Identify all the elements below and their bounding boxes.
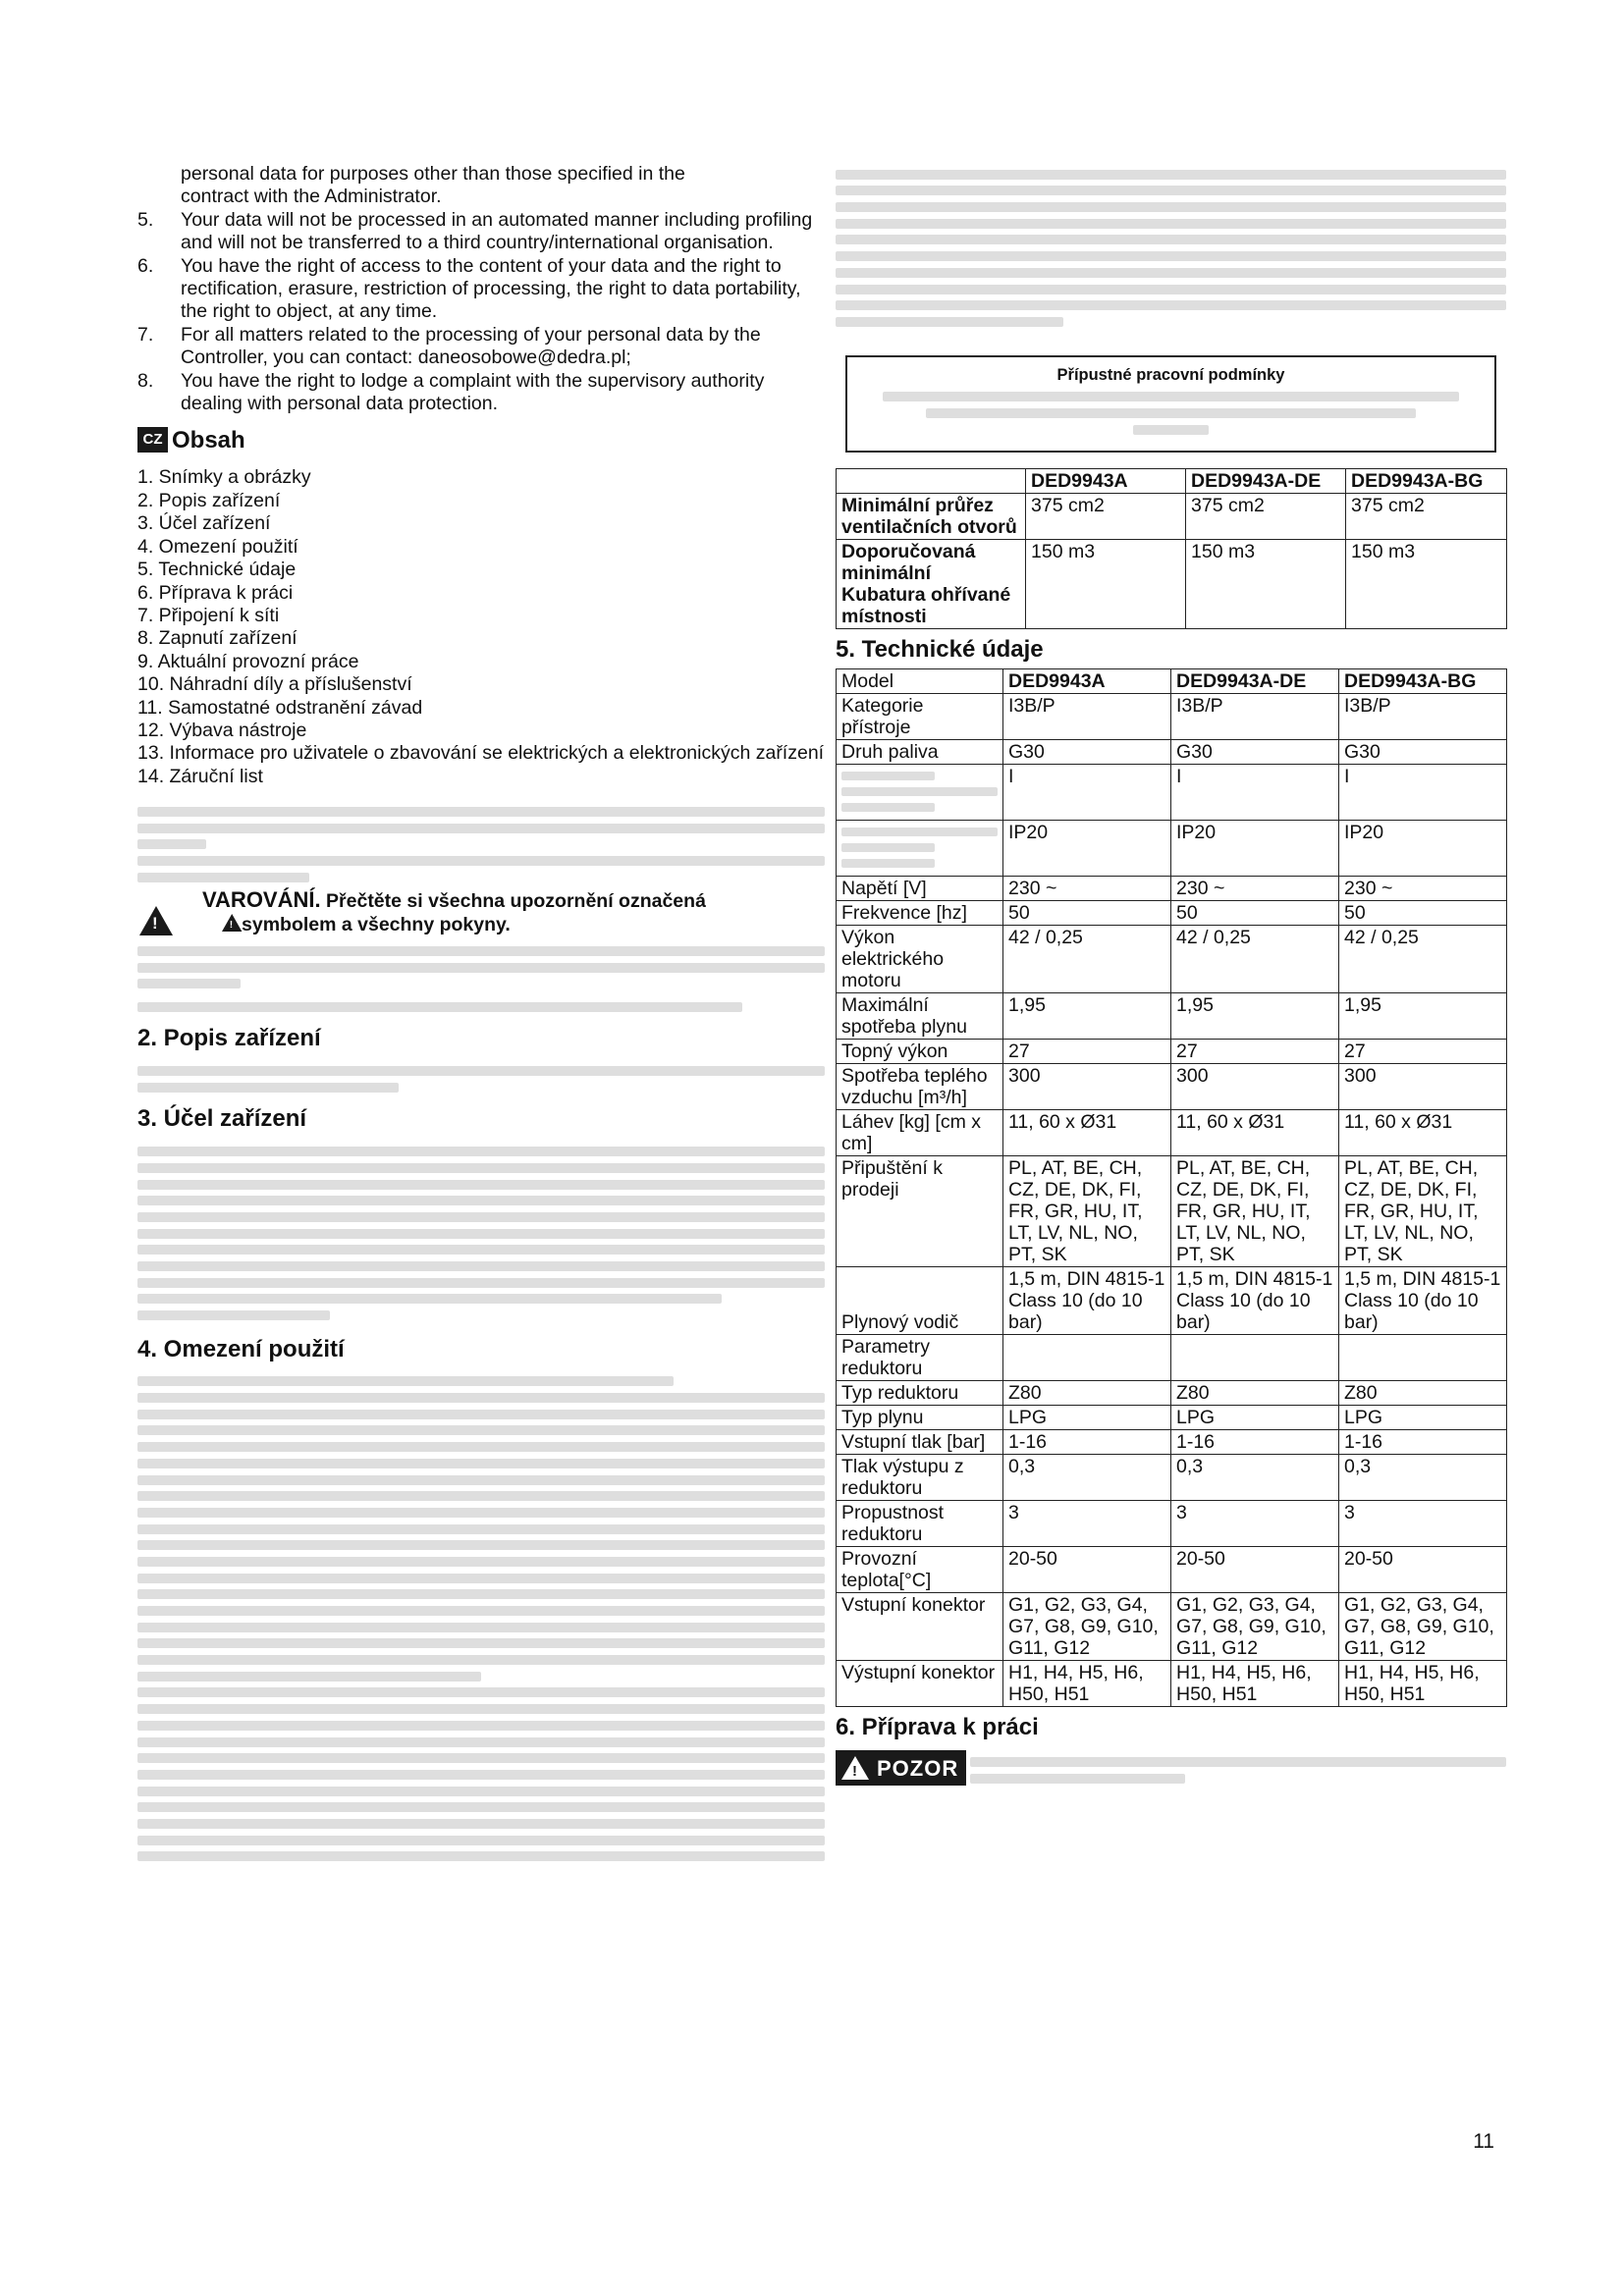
warning-symbol-icon — [222, 914, 242, 932]
table-row — [837, 926, 1507, 993]
table-cell: 42 / 0,25 — [1171, 926, 1339, 993]
table-cell: 20-50 — [1171, 1547, 1339, 1593]
toc-item: 5. Technické údaje — [137, 559, 297, 581]
table-header: DED9943A — [1003, 669, 1171, 694]
privacy-line: personal data for purposes other than those specified in the — [181, 163, 685, 185]
table-header-row — [837, 469, 1507, 494]
table-cell: I3B/P — [1339, 694, 1507, 740]
table-cell: LPG — [1339, 1406, 1507, 1430]
section-4-title: 4. Omezení použití — [137, 1335, 345, 1362]
privacy-continuation — [137, 163, 825, 209]
table-cell: G30 — [1003, 740, 1171, 765]
table-cell: Výstupní konektor — [837, 1661, 1003, 1707]
left-column — [137, 163, 825, 1868]
table-cell: 1,95 — [1003, 993, 1171, 1040]
table-cell: Z80 — [1339, 1381, 1507, 1406]
table-row — [837, 1040, 1507, 1064]
table-cell: G1, G2, G3, G4, G7, G8, G9, G10, G11, G12 — [1339, 1593, 1507, 1661]
table-header: DED9943A-DE — [1186, 469, 1346, 494]
section-6-title: 6. Příprava k práci — [836, 1714, 1039, 1741]
declaration-paragraph — [137, 800, 825, 888]
ventilation-table — [836, 468, 1507, 629]
table-cell: 300 — [1339, 1064, 1507, 1110]
section-4-continuation — [836, 163, 1506, 334]
table-cell: I — [1171, 765, 1339, 821]
table-cell: 3 — [1339, 1501, 1507, 1547]
table-cell: H1, H4, H5, H6, H50, H51 — [1171, 1661, 1339, 1707]
table-cell: Spotřeba teplého vzduchu [m³/h] — [837, 1064, 1003, 1110]
table-cell: Připuštění k prodeji — [837, 1156, 1003, 1267]
section-3-title: 3. Účel zařízení — [137, 1105, 307, 1133]
table-header: Model — [837, 669, 1003, 694]
table-cell: 375 cm2 — [1186, 494, 1346, 540]
toc-item: 8. Zapnutí zařízení — [137, 627, 298, 650]
table-cell: Napětí [V] — [837, 877, 1003, 901]
table-cell: I3B/P — [1171, 694, 1339, 740]
table-row — [837, 1064, 1507, 1110]
section-4-body — [137, 1370, 825, 1868]
table-cell: Propustnost reduktoru — [837, 1501, 1003, 1547]
toc-item: 12. Výbava nástroje — [137, 719, 307, 741]
table-cell: 375 cm2 — [1026, 494, 1186, 540]
toc-item: 4. Omezení použití — [137, 535, 298, 558]
table-cell: 300 — [1003, 1064, 1171, 1110]
table-row — [837, 1501, 1507, 1547]
table-cell: 50 — [1339, 901, 1507, 926]
keep-instructions-note — [137, 995, 825, 1018]
table-cell: Z80 — [1171, 1381, 1339, 1406]
table-row — [837, 1381, 1507, 1406]
table-cell: Plynový vodič — [837, 1267, 1003, 1335]
table-cell: 42 / 0,25 — [1339, 926, 1507, 993]
table-cell: Vstupní konektor — [837, 1593, 1003, 1661]
table-cell: 1-16 — [1003, 1430, 1171, 1455]
toc-item: 9. Aktuální provozní práce — [137, 650, 359, 672]
table-cell: 230 ~ — [1003, 877, 1171, 901]
table-row — [837, 1156, 1507, 1267]
table-cell: LPG — [1171, 1406, 1339, 1430]
table-row — [837, 694, 1507, 740]
table-cell: G30 — [1171, 740, 1339, 765]
toc-item: 10. Náhradní díly a příslušenství — [137, 673, 412, 696]
table-cell: 1,95 — [1171, 993, 1339, 1040]
table-cell: PL, AT, BE, CH, CZ, DE, DK, FI, FR, GR, HU, IT, LT, LV, NL, NO, PT, SK — [1003, 1156, 1171, 1267]
table-cell: Druh paliva — [837, 740, 1003, 765]
table-cell: 42 / 0,25 — [1003, 926, 1171, 993]
table-cell: 3 — [1171, 1501, 1339, 1547]
table-cell: G30 — [1339, 740, 1507, 765]
section-5-title: 5. Technické údaje — [836, 636, 1044, 664]
table-cell: I — [1339, 765, 1507, 821]
toc-item: 14. Záruční list — [137, 765, 263, 787]
table-cell: Provozní teplota[°C] — [837, 1547, 1003, 1593]
section-3-body — [137, 1140, 825, 1326]
table-cell: Frekvence [hz] — [837, 901, 1003, 926]
notice-body — [857, 386, 1485, 442]
table-cell: Vstupní tlak [bar] — [837, 1430, 1003, 1455]
table-cell: G1, G2, G3, G4, G7, G8, G9, G10, G11, G12 — [1171, 1593, 1339, 1661]
table-cell: IP20 — [1171, 821, 1339, 877]
table-cell: 300 — [1171, 1064, 1339, 1110]
list-item: 7. For all matters related to the processing of your personal data by the Controller, you can contact: daneosobowe@dedra.pl; — [137, 323, 761, 369]
notice-title: Přípustné pracovní podmínky — [1056, 365, 1285, 384]
table-cell: 0,3 — [1339, 1455, 1507, 1501]
table-cell: IP20 — [1003, 821, 1171, 877]
table-cell: 50 — [1003, 901, 1171, 926]
table-cell: 150 m3 — [1346, 540, 1507, 629]
table-cell: Výkon elektrického motoru — [837, 926, 1003, 993]
table-cell: 1-16 — [1339, 1430, 1507, 1455]
table-cell: Tlak výstupu z reduktoru — [837, 1455, 1003, 1501]
toc-item: 2. Popis zařízení — [137, 489, 281, 511]
table-row — [837, 540, 1507, 629]
technical-data-table — [836, 668, 1507, 1707]
working-conditions-box — [845, 355, 1496, 454]
obsah-heading — [137, 427, 825, 453]
table-cell: 150 m3 — [1026, 540, 1186, 629]
table-cell: 1,5 m, DIN 4815-1 Class 10 (do 10 bar) — [1003, 1267, 1171, 1335]
table-cell: 11, 60 x Ø31 — [1171, 1110, 1339, 1156]
toc-item: 6. Příprava k práci — [137, 581, 294, 604]
table-cell: I3B/P — [1003, 694, 1171, 740]
table-cell: 50 — [1171, 901, 1339, 926]
page-number: 11 — [1473, 2130, 1494, 2153]
table-cell: H1, H4, H5, H6, H50, H51 — [1339, 1661, 1507, 1707]
table-row — [837, 1267, 1507, 1335]
table-cell: IP20 — [1339, 821, 1507, 877]
table-row — [837, 1547, 1507, 1593]
privacy-line: contract with the Administrator. — [181, 186, 442, 208]
table-cell: 1,5 m, DIN 4815-1 Class 10 (do 10 bar) — [1171, 1267, 1339, 1335]
cz-flag-icon: CZ — [137, 427, 168, 453]
table-cell: Topný výkon — [837, 1040, 1003, 1064]
toc-item: 11. Samostatné odstranění závad — [137, 696, 423, 719]
table-row — [837, 1335, 1507, 1381]
table-cell — [1171, 1335, 1339, 1381]
toc-item: 7. Připojení k síti — [137, 604, 280, 626]
warning-triangle-icon — [139, 906, 173, 935]
table-header — [837, 469, 1026, 494]
table-header-row — [837, 669, 1507, 694]
table-cell: 0,3 — [1003, 1455, 1171, 1501]
table-row — [837, 901, 1507, 926]
right-column — [836, 163, 1506, 1789]
table-cell: 27 — [1171, 1040, 1339, 1064]
table-cell: I — [1003, 765, 1171, 821]
table-cell: 27 — [1003, 1040, 1171, 1064]
table-cell: 1,5 m, DIN 4815-1 Class 10 (do 10 bar) — [1339, 1267, 1507, 1335]
table-cell: 375 cm2 — [1346, 494, 1507, 540]
table-cell — [1003, 1335, 1171, 1381]
table-cell: Typ plynu — [837, 1406, 1003, 1430]
table-cell: Z80 — [1003, 1381, 1171, 1406]
table-row — [837, 1593, 1507, 1661]
table-header: DED9943A-BG — [1339, 669, 1507, 694]
obsah-title: Obsah — [172, 426, 245, 454]
warning-consequences — [137, 939, 825, 995]
warning-triangle-icon — [841, 1756, 869, 1780]
table-header: DED9943A-DE — [1171, 669, 1339, 694]
table-row — [837, 765, 1507, 821]
table-cell: 230 ~ — [1171, 877, 1339, 901]
privacy-list — [137, 209, 825, 416]
table-cell: Kategorie přístroje — [837, 694, 1003, 740]
table-cell: 20-50 — [1003, 1547, 1171, 1593]
list-item: 6. You have the right of access to the content of your data and the right to rectification, erasure, restriction of processing, the right to data portability, the right to object, at any time. — [137, 254, 801, 323]
table-of-contents — [137, 466, 825, 788]
warning-text: VAROVÁNÍ. Přečtěte si všechna upozornění označená symbolem a všechny pokyny. — [202, 887, 706, 935]
table-cell: Láhev [kg] [cm x cm] — [837, 1110, 1003, 1156]
table-cell: 150 m3 — [1186, 540, 1346, 629]
table-row — [837, 494, 1507, 540]
table-row — [837, 993, 1507, 1040]
table-cell: 11, 60 x Ø31 — [1339, 1110, 1507, 1156]
toc-item: 13. Informace pro uživatele o zbavování se elektrických a elektronických zařízení — [137, 742, 825, 765]
table-cell: Parametry reduktoru — [837, 1335, 1003, 1381]
table-header: DED9943A-BG — [1346, 469, 1507, 494]
table-cell: H1, H4, H5, H6, H50, H51 — [1003, 1661, 1171, 1707]
table-cell: 27 — [1339, 1040, 1507, 1064]
toc-item: 1. Snímky a obrázky — [137, 466, 311, 489]
table-cell: LPG — [1003, 1406, 1171, 1430]
table-cell: PL, AT, BE, CH, CZ, DE, DK, FI, FR, GR, HU, IT, LT, LV, NL, NO, PT, SK — [1339, 1156, 1507, 1267]
table-cell: Maximální spotřeba plynu — [837, 993, 1003, 1040]
table-cell: 0,3 — [1171, 1455, 1339, 1501]
table-header: DED9943A — [1026, 469, 1186, 494]
table-cell: 1-16 — [1171, 1430, 1339, 1455]
list-item: 8. You have the right to lodge a complaint with the supervisory authority dealing with personal data protection. — [137, 369, 765, 415]
table-cell — [1339, 1335, 1507, 1381]
table-row — [837, 821, 1507, 877]
table-row — [837, 1110, 1507, 1156]
table-cell: 11, 60 x Ø31 — [1003, 1110, 1171, 1156]
table-row — [837, 740, 1507, 765]
section-2-title: 2. Popis zařízení — [137, 1025, 321, 1052]
section-2-body — [137, 1059, 825, 1098]
table-cell: Minimální průřez ventilačních otvorů — [837, 494, 1026, 540]
table-cell: Typ reduktoru — [837, 1381, 1003, 1406]
table-cell — [837, 821, 1003, 877]
pozor-badge: ! POZOR — [836, 1750, 966, 1786]
table-cell: Doporučovaná minimální Kubatura ohřívané místnosti — [837, 540, 1026, 629]
table-cell: 20-50 — [1339, 1547, 1507, 1593]
table-cell — [837, 765, 1003, 821]
table-row — [837, 1455, 1507, 1501]
table-row — [837, 877, 1507, 901]
table-cell: 1,95 — [1339, 993, 1507, 1040]
warning-block — [137, 888, 825, 939]
table-cell: PL, AT, BE, CH, CZ, DE, DK, FI, FR, GR, HU, IT, LT, LV, NL, NO, PT, SK — [1171, 1156, 1339, 1267]
table-row — [837, 1661, 1507, 1707]
table-row — [837, 1430, 1507, 1455]
pozor-warning — [836, 1750, 1506, 1789]
table-cell: 3 — [1003, 1501, 1171, 1547]
table-cell: G1, G2, G3, G4, G7, G8, G9, G10, G11, G12 — [1003, 1593, 1171, 1661]
pozor-text — [970, 1750, 1506, 1789]
table-cell: 230 ~ — [1339, 877, 1507, 901]
table-row — [837, 1406, 1507, 1430]
list-item: 5. Your data will not be processed in an automated manner including profiling and will not be transferred to a third country/international organisation. — [137, 208, 813, 254]
toc-item: 3. Účel zařízení — [137, 512, 271, 535]
